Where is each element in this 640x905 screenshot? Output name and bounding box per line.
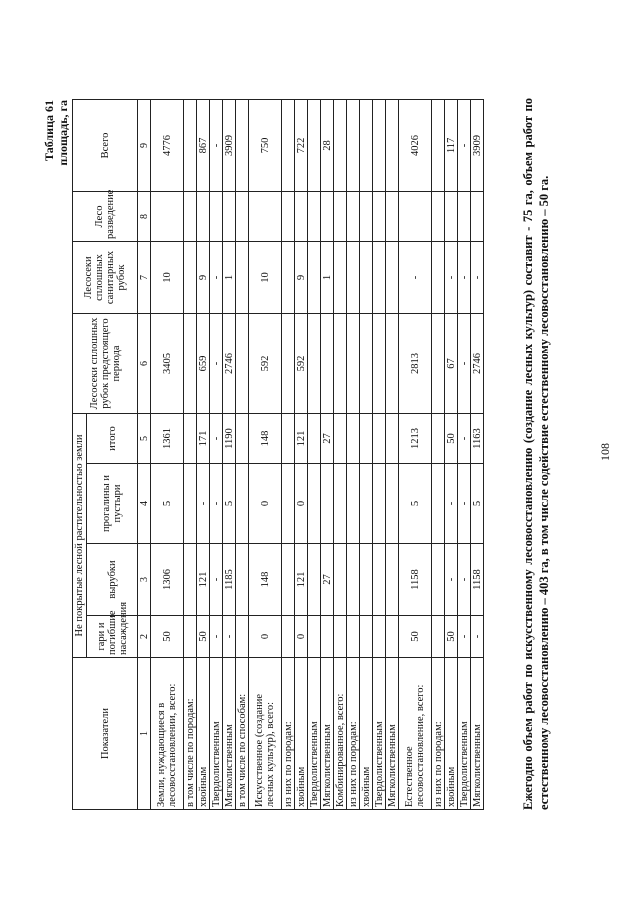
table-cell: 659 bbox=[197, 313, 210, 413]
table-cell bbox=[184, 241, 197, 313]
table-cell bbox=[184, 191, 197, 241]
table-cell bbox=[373, 241, 386, 313]
table-row bbox=[347, 99, 360, 809]
table-cell bbox=[184, 313, 197, 413]
table-cell: 867 bbox=[197, 99, 210, 191]
table-cell: 5 bbox=[471, 464, 484, 544]
table-cell bbox=[210, 191, 223, 241]
header-indicators: Показатели bbox=[73, 658, 138, 810]
row-label: в том числе по способам: bbox=[236, 658, 249, 810]
table-cell bbox=[282, 191, 295, 241]
table-cell: - bbox=[458, 99, 471, 191]
table-cell bbox=[360, 616, 373, 658]
table-cell: 148 bbox=[249, 544, 282, 616]
row-label: Мягколиственным bbox=[321, 658, 334, 810]
table-row bbox=[399, 99, 432, 809]
table-cell bbox=[321, 616, 334, 658]
table-row bbox=[197, 99, 210, 809]
table-row bbox=[373, 99, 386, 809]
table-cell bbox=[236, 99, 249, 191]
row-label: Комбинированное, всего: bbox=[334, 658, 347, 810]
table-cell bbox=[308, 616, 321, 658]
table-cell bbox=[471, 191, 484, 241]
table-cell bbox=[360, 241, 373, 313]
table-cell: 27 bbox=[321, 544, 334, 616]
table-cell: 28 bbox=[321, 99, 334, 191]
table-cell: - bbox=[210, 313, 223, 413]
table-cell bbox=[432, 464, 445, 544]
table-row bbox=[184, 99, 197, 809]
row-label: хвойным bbox=[445, 658, 458, 810]
table-cell bbox=[432, 616, 445, 658]
table-cell: - bbox=[399, 241, 432, 313]
table-cell bbox=[236, 616, 249, 658]
table-cell: - bbox=[458, 241, 471, 313]
table-row bbox=[321, 99, 334, 809]
table-cell bbox=[321, 464, 334, 544]
table-cell bbox=[308, 241, 321, 313]
table-cell bbox=[334, 544, 347, 616]
row-label: хвойным bbox=[197, 658, 210, 810]
table-cell: - bbox=[210, 413, 223, 463]
table-cell: - bbox=[210, 99, 223, 191]
table-cell bbox=[373, 464, 386, 544]
table-cell bbox=[236, 544, 249, 616]
page-number: 108 bbox=[598, 443, 612, 461]
table-row bbox=[471, 99, 484, 809]
table-cell: 2746 bbox=[223, 313, 236, 413]
table-cell: 2813 bbox=[399, 313, 432, 413]
table-cell bbox=[347, 413, 360, 463]
table-cell bbox=[334, 616, 347, 658]
table-cell bbox=[197, 191, 210, 241]
table-cell bbox=[432, 241, 445, 313]
header-lesoseki-2: Лесосеки сплошных санитарных рубок bbox=[73, 241, 138, 313]
row-label: Мягколиственным bbox=[471, 658, 484, 810]
row-label: Твердолиственным bbox=[308, 658, 321, 810]
table-cell: 10 bbox=[151, 241, 184, 313]
table-cell bbox=[184, 616, 197, 658]
table-cell bbox=[282, 464, 295, 544]
table-cell: 750 bbox=[249, 99, 282, 191]
table-cell: 1 bbox=[321, 241, 334, 313]
table-title: Таблица 61 bbox=[42, 100, 56, 161]
table-row bbox=[432, 99, 445, 809]
table-cell bbox=[282, 544, 295, 616]
table-cell: 722 bbox=[295, 99, 308, 191]
table-cell: - bbox=[458, 413, 471, 463]
table-unit: площадь, га bbox=[56, 100, 70, 166]
table-cell: 67 bbox=[445, 313, 458, 413]
table-cell bbox=[334, 191, 347, 241]
header-itogo: итого bbox=[87, 413, 138, 463]
table-cell bbox=[432, 544, 445, 616]
table-cell: 10 bbox=[249, 241, 282, 313]
table-cell bbox=[308, 544, 321, 616]
table-cell: - bbox=[458, 313, 471, 413]
table-cell bbox=[236, 413, 249, 463]
table-cell: 50 bbox=[151, 616, 184, 658]
row-label: Земли, нуждающиеся в лесовосстановлении, всего: bbox=[151, 658, 184, 810]
row-label: хвойным bbox=[360, 658, 373, 810]
table-cell bbox=[184, 544, 197, 616]
table-cell: 50 bbox=[445, 413, 458, 463]
table-cell: 50 bbox=[445, 616, 458, 658]
table-row bbox=[386, 99, 399, 809]
table-cell: 117 bbox=[445, 99, 458, 191]
table-row bbox=[249, 99, 282, 809]
table-cell: - bbox=[210, 241, 223, 313]
table-cell bbox=[151, 191, 184, 241]
table-cell: 1306 bbox=[151, 544, 184, 616]
table-cell bbox=[295, 191, 308, 241]
table-cell bbox=[373, 413, 386, 463]
table-row bbox=[210, 99, 223, 809]
header-vyrubki: вырубки bbox=[87, 544, 138, 616]
table-cell bbox=[347, 191, 360, 241]
table-cell bbox=[321, 313, 334, 413]
table-cell: 2746 bbox=[471, 313, 484, 413]
table-cell: 4776 bbox=[151, 99, 184, 191]
table-cell: - bbox=[197, 464, 210, 544]
table-cell bbox=[347, 464, 360, 544]
table-row bbox=[458, 99, 471, 809]
table-cell bbox=[399, 191, 432, 241]
table-cell bbox=[321, 191, 334, 241]
table-cell: 1185 bbox=[223, 544, 236, 616]
row-label: Естественное лесовосстановление, всего: bbox=[399, 658, 432, 810]
table-row bbox=[308, 99, 321, 809]
row-label: Твердолиственным bbox=[373, 658, 386, 810]
table-cell bbox=[282, 413, 295, 463]
table-row bbox=[295, 99, 308, 809]
table-cell bbox=[184, 99, 197, 191]
table-cell bbox=[360, 544, 373, 616]
table-cell: 121 bbox=[295, 544, 308, 616]
table-cell bbox=[386, 413, 399, 463]
table-cell bbox=[386, 464, 399, 544]
table-cell bbox=[282, 616, 295, 658]
table-cell: 592 bbox=[249, 313, 282, 413]
header-lesorazv: Лесо разведение bbox=[73, 191, 138, 241]
table-row bbox=[445, 99, 458, 809]
table-cell: - bbox=[210, 464, 223, 544]
table-cell: - bbox=[445, 241, 458, 313]
table-cell: 171 bbox=[197, 413, 210, 463]
table-cell bbox=[347, 313, 360, 413]
table-cell bbox=[373, 544, 386, 616]
table-cell bbox=[236, 313, 249, 413]
table-cell: 592 bbox=[295, 313, 308, 413]
table-cell: 121 bbox=[295, 413, 308, 463]
table-cell bbox=[458, 191, 471, 241]
table-cell bbox=[360, 99, 373, 191]
row-label: в том числе по породам: bbox=[184, 658, 197, 810]
row-label: Твердолиственным bbox=[210, 658, 223, 810]
table-cell bbox=[308, 413, 321, 463]
table-cell: 3405 bbox=[151, 313, 184, 413]
column-number: 4 bbox=[138, 464, 151, 544]
table-cell: 50 bbox=[399, 616, 432, 658]
table-cell bbox=[386, 191, 399, 241]
table-cell bbox=[360, 191, 373, 241]
header-vsego: Всего bbox=[73, 99, 138, 191]
table-cell: 1163 bbox=[471, 413, 484, 463]
table-cell bbox=[347, 544, 360, 616]
table-row bbox=[236, 99, 249, 809]
table-cell bbox=[282, 313, 295, 413]
table-cell bbox=[308, 313, 321, 413]
row-label: хвойным bbox=[295, 658, 308, 810]
column-number: 6 bbox=[138, 313, 151, 413]
column-number: 2 bbox=[138, 616, 151, 658]
table-cell bbox=[432, 313, 445, 413]
header-group: Не покрытые лесной растительностью земли bbox=[73, 413, 87, 657]
table-cell bbox=[308, 464, 321, 544]
table-row bbox=[223, 99, 236, 809]
table-row bbox=[282, 99, 295, 809]
table-cell: 5 bbox=[399, 464, 432, 544]
table-cell: 3909 bbox=[471, 99, 484, 191]
table-row bbox=[360, 99, 373, 809]
table-cell bbox=[373, 99, 386, 191]
table-cell bbox=[386, 616, 399, 658]
table-cell bbox=[184, 413, 197, 463]
table-cell: - bbox=[445, 544, 458, 616]
table-cell: 1361 bbox=[151, 413, 184, 463]
column-number: 8 bbox=[138, 191, 151, 241]
row-label: из них по породам: bbox=[282, 658, 295, 810]
table-cell bbox=[432, 99, 445, 191]
table-cell bbox=[334, 464, 347, 544]
table-cell: - bbox=[458, 464, 471, 544]
table-cell: 1190 bbox=[223, 413, 236, 463]
table-cell: - bbox=[458, 544, 471, 616]
table-cell: 5 bbox=[151, 464, 184, 544]
table-cell: - bbox=[471, 616, 484, 658]
row-label: Твердолиственным bbox=[458, 658, 471, 810]
table-cell bbox=[386, 544, 399, 616]
table-cell: 0 bbox=[249, 616, 282, 658]
table-row bbox=[334, 99, 347, 809]
row-label: из них по породам: bbox=[432, 658, 445, 810]
table-cell bbox=[347, 99, 360, 191]
table-cell: 5 bbox=[223, 464, 236, 544]
reforestation-table bbox=[72, 99, 484, 810]
table-cell bbox=[223, 191, 236, 241]
table-cell: 27 bbox=[321, 413, 334, 463]
table-cell bbox=[360, 464, 373, 544]
footnote: Ежегодно объем работ по искусственному лесовосстановлению (создание лесных культур) составит - 75 га, объем работ по естественному лесовосстановлению – 403 га, в том числе содействие естественному лесовосстановлению – 50 га. bbox=[521, 98, 551, 810]
table-cell bbox=[445, 191, 458, 241]
table-cell bbox=[184, 464, 197, 544]
table-cell: 1 bbox=[223, 241, 236, 313]
table-cell bbox=[334, 241, 347, 313]
table-cell: 4026 bbox=[399, 99, 432, 191]
row-label: Мягколиственным bbox=[223, 658, 236, 810]
table-cell bbox=[432, 413, 445, 463]
table-cell bbox=[386, 313, 399, 413]
table-cell bbox=[249, 191, 282, 241]
table-cell: 50 bbox=[197, 616, 210, 658]
row-label: Мягколиственным bbox=[386, 658, 399, 810]
table-cell bbox=[334, 313, 347, 413]
table-cell bbox=[360, 313, 373, 413]
table-cell: - bbox=[210, 616, 223, 658]
table-cell: 1158 bbox=[399, 544, 432, 616]
table-cell bbox=[308, 191, 321, 241]
table-cell bbox=[334, 413, 347, 463]
table-cell: 3909 bbox=[223, 99, 236, 191]
table-cell bbox=[236, 191, 249, 241]
column-number: 1 bbox=[138, 658, 151, 810]
column-number: 5 bbox=[138, 413, 151, 463]
table-cell: 121 bbox=[197, 544, 210, 616]
row-label: Искусственное (создание лесных культур), всего: bbox=[249, 658, 282, 810]
table-cell: 0 bbox=[295, 616, 308, 658]
table-cell bbox=[347, 616, 360, 658]
table-cell: 0 bbox=[295, 464, 308, 544]
table-cell bbox=[308, 99, 321, 191]
table-cell bbox=[360, 413, 373, 463]
row-label: из них по породам: bbox=[347, 658, 360, 810]
table-cell: 148 bbox=[249, 413, 282, 463]
table-cell bbox=[386, 241, 399, 313]
table-cell bbox=[386, 99, 399, 191]
table-cell: - bbox=[471, 241, 484, 313]
table-cell bbox=[334, 99, 347, 191]
table-cell bbox=[373, 313, 386, 413]
table-cell: 9 bbox=[295, 241, 308, 313]
table-cell bbox=[347, 241, 360, 313]
table-cell bbox=[282, 99, 295, 191]
table-cell: - bbox=[223, 616, 236, 658]
table-cell bbox=[373, 191, 386, 241]
table-cell: - bbox=[210, 544, 223, 616]
table-cell: 9 bbox=[197, 241, 210, 313]
header-progaliny: прогалины и пустыри bbox=[87, 464, 138, 544]
header-gari: гари и погибшие насаждения bbox=[87, 616, 138, 658]
column-number: 9 bbox=[138, 99, 151, 191]
header-lesoseki-1: Лесосеки сплошных рубок предстоящего периода bbox=[73, 313, 138, 413]
table-cell: 1213 bbox=[399, 413, 432, 463]
table-row bbox=[151, 99, 184, 809]
column-number: 3 bbox=[138, 544, 151, 616]
table-cell bbox=[373, 616, 386, 658]
table-cell: 1158 bbox=[471, 544, 484, 616]
column-number: 7 bbox=[138, 241, 151, 313]
table-cell: - bbox=[445, 464, 458, 544]
table-cell: 0 bbox=[249, 464, 282, 544]
table-cell bbox=[236, 464, 249, 544]
table-cell: - bbox=[458, 616, 471, 658]
table-cell bbox=[282, 241, 295, 313]
table-cell bbox=[432, 191, 445, 241]
table-cell bbox=[236, 241, 249, 313]
